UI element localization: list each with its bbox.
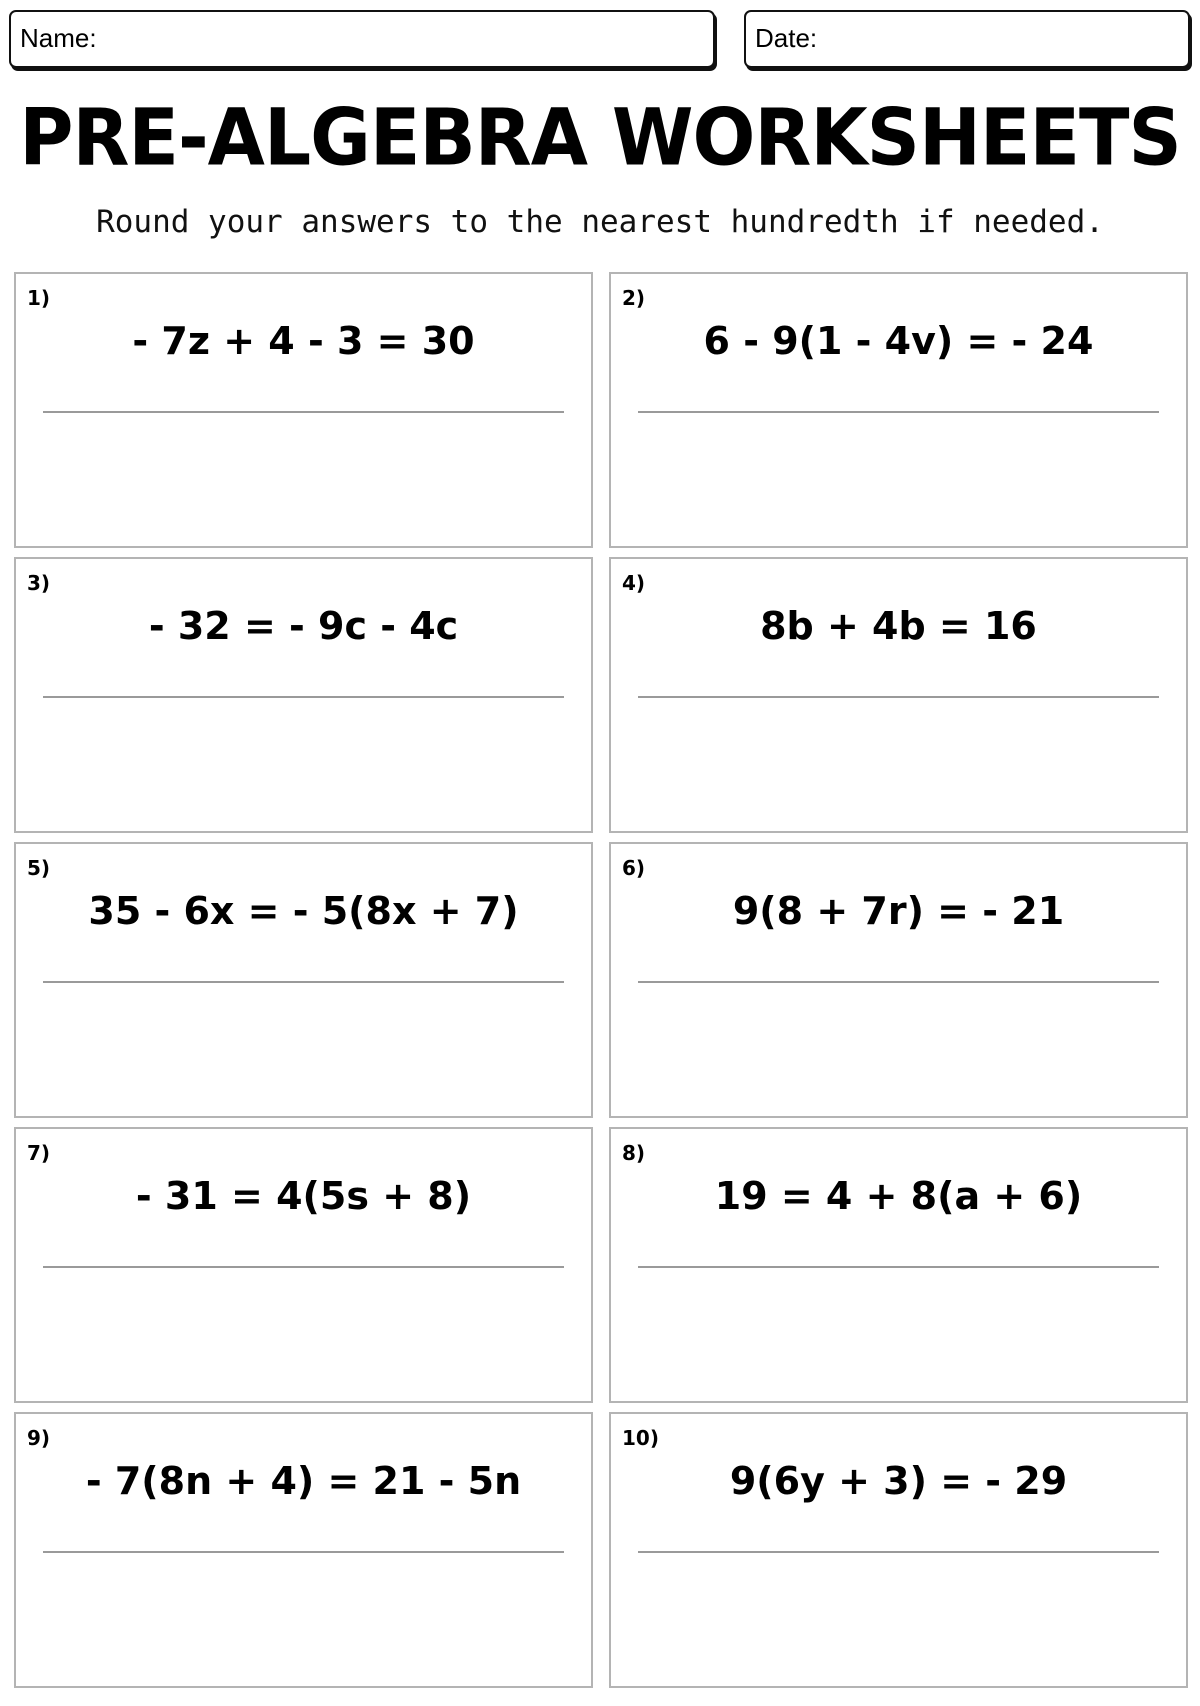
equation: - 32 = - 9c - 4c (148, 604, 459, 648)
worksheet-title: PRE-ALGEBRA WORKSHEETS (19, 92, 1181, 184)
equation: 9(8 + 7r) = - 21 (732, 889, 1065, 933)
problem-number: 9) (27, 1426, 51, 1450)
problem-box-1 (14, 272, 593, 548)
equation: 6 - 9(1 - 4v) = - 24 (703, 319, 1094, 363)
name-label: Name: (20, 23, 97, 53)
equation: - 7(8n + 4) = 21 - 5n (85, 1459, 522, 1503)
problem-box-7 (14, 1127, 593, 1403)
problem-box-6 (609, 842, 1188, 1118)
problem-grid (14, 272, 1188, 1688)
equation: 35 - 6x = - 5(8x + 7) (88, 889, 519, 933)
answer-line[interactable] (43, 411, 564, 413)
answer-line[interactable] (638, 411, 1159, 413)
equation: 9(6y + 3) = - 29 (729, 1459, 1068, 1503)
equation: - 7z + 4 - 3 = 30 (132, 319, 475, 363)
problem-box-3 (14, 557, 593, 833)
problem-number: 3) (27, 571, 51, 595)
problem-number: 2) (622, 286, 646, 310)
problem-box-9 (14, 1412, 593, 1688)
problem-box-2 (609, 272, 1188, 548)
answer-line[interactable] (43, 1266, 564, 1268)
answer-line[interactable] (43, 1551, 564, 1553)
date-label: Date: (755, 23, 818, 53)
problem-number: 10) (622, 1426, 659, 1450)
answer-line[interactable] (638, 696, 1159, 698)
problem-number: 6) (622, 856, 646, 880)
problem-box-5 (14, 842, 593, 1118)
answer-line[interactable] (638, 1551, 1159, 1553)
problem-box-4 (609, 557, 1188, 833)
equation: - 31 = 4(5s + 8) (135, 1174, 472, 1218)
equation: 19 = 4 + 8(a + 6) (714, 1174, 1083, 1218)
problem-number: 1) (27, 286, 51, 310)
answer-line[interactable] (43, 981, 564, 983)
answer-line[interactable] (638, 1266, 1159, 1268)
problem-box-8 (609, 1127, 1188, 1403)
instructions-text: Round your answers to the nearest hundredth if needed. (96, 204, 1104, 240)
date-field[interactable] (744, 10, 1190, 68)
equation: 8b + 4b = 16 (760, 604, 1037, 648)
problem-number: 5) (27, 856, 51, 880)
answer-line[interactable] (638, 981, 1159, 983)
problem-number: 7) (27, 1141, 51, 1165)
problem-number: 8) (622, 1141, 646, 1165)
answer-line[interactable] (43, 696, 564, 698)
problem-number: 4) (622, 571, 646, 595)
problem-box-10 (609, 1412, 1188, 1688)
name-field[interactable] (9, 10, 715, 68)
